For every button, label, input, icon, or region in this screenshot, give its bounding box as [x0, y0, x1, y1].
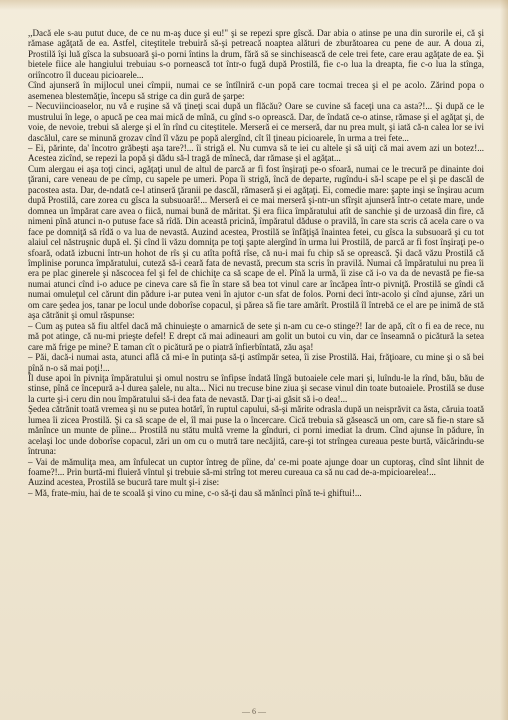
paragraph: – Cum aş putea să fiu altfel dacă mă chinuieşte o amarnică de sete şi n-am cu ce-o stinge?! Iar de apă, cît o fi ea de rece, nu mă pot atinge, că nu-mi prieşte defel! E drept că mai adineauri am golit un butoi cu vin, dar ce înseamnă o picătură la setea care mă frige pe mine? E taman cît o picătură pe o piatră înfierbîntată, zău aşa! — [28, 320, 484, 352]
page-number: — 6 — — [242, 707, 266, 716]
paragraph: ,,Dacă ele s-au putut duce, de ce nu m-aş duce şi eu!" şi se repezi spre gîscă. Dar abia o atinse pe una din surorile ei, că şi rămase agăţată de ea. Astfel, citeştitele trebuiră să-şi petreacă noaptea alături de zburătoarea cu pene de aur. A doua zi, Prostilă îşi luă gîsca la subsuoară şi-o porni întins la drum, fără să se sinchisească de cele trei fete, care erau agăţate de ea. Şi bietele fiice ale hangiului trebuiau s-o pornească tot într-o fugă după Prostilă, fie c-o lua la dreapta, fie c-o lua la stînga, oriîncotro îl duceau picioarele... — [28, 28, 484, 80]
paragraph: – Ei, părinte, da' încotro grăbeşti aşa tare?!... îi strigă el. Nu cumva să te iei cu altele şi să uiţi că mai avem azi un botez!... Acestea zicînd, se repezi la popă şi dădu să-l tragă de mînecă, dar rămase şi el agăţat... — [28, 142, 484, 164]
paragraph: – Păi, dacă-i numai asta, atunci află că mi-e în putinţa să-ţi astîmpăr setea, îi zise Prostilă. Hai, frăţioare, cu mine şi o să bei pînă n-o să mai poţi!... — [28, 352, 484, 373]
page-edge-stain-right — [500, 0, 508, 720]
paragraph: Cum alergau ei aşa toţi cinci, agăţaţi unul de altul de parcă ar fi fost înşiraţi pe-o sfoară, numai ce le trecură pe dinainte doi ţărani, care veneau de pe cîmp, cu sapele pe umeri. Popa îi strigă, încă de departe, rugîndu-i să-l scape pe el şi pe dascăl de pacostea asta. Dar, de-ndată ce-l atinseră ţăranii pe dascăl, rămaseră şi ei agăţaţi. Ei, comedie mare: şapte inşi se înşirau acum după Prostilă, care zorea cu gîsca la subsuoară!... Merseră ei ce mai merseră şi-ntr-un sfîrşit ajunseră într-o cetate mare, unde domnea un împărat care avea o fiică, numai bună de măritat. Şi era fiica împăratului atît de sanchie şi de urzoasă din fire, că nimeni pînă atunci n-o putuse face să rîdă. Din această pricină, împăratul dăduse o pravilă, în care sta scris că acela care o va face pe domniţă să rîdă o va lua de nevastă. Auzind acestea, Prostilă se înfăţişă înaintea fetei, cu gîsca la subsuoară şi cu tot alaiul cel năstruşnic după el. Şi cînd îi văzu domniţa pe toţi şapte alergînd în urma lui Prostilă, de parcă ar fi fost înşiraţi pe-o sfoară, odată izbucni într-un hohot de rîs şi cu atîta poftă rîse, că nu-i mai fu chip să se oprească. Şi dacă văzu Prostilă că împlinise porunca împăratului, cuteză să-i ceară fata de nevastă, precum sta scris în pravilă. Numai că împăratului nu prea îi era pe plac ginerele şi născocea fel şi fel de chichiţe ca să scape de el. Pînă la urmă, îi zise că i-o va da de nevastă pe fie-sa numai atunci cînd i-o aduce pe cineva care să fie în stare să bea tot vinul care ar încăpea într-o pivniţă. Prostilă se gîndi că numai omuleţul cel cărunt din pădure i-ar putea veni în ajutor c-un sfat de folos. Porni deci într-acolo şi cînd ajunse, zări un om care şedea jos, tanar pe locul unde doborîse copacul, şi părea să fie tare amărît. Prostilă îl întrebă ce el are pe inimă de stă aşa cătrănit şi omul răspunse: — [28, 163, 484, 321]
paragraph: – Mă, frate-miu, hai de te scoală şi vino cu mine, c-o să-ţi dau să mănînci pînă te-i ghiftui!... — [28, 487, 362, 498]
paragraph: Îl duse apoi în pivniţa împăratului şi omul nostru se înfipse îndată lîngă butoaiele cele mari şi, luîndu-le la rînd, bău, bău de stinse, pînă ce începură a-l durea şalele, nu alta... Nici nu trecuse bine ziua şi secase vinul din toate butoaiele. Prostilă se duse la curte şi-i ceru din nou împăratului să-i dea fata de nevastă. Dar ţi-ai găsit să i-o dea!... — [28, 372, 484, 404]
paragraph: – Necuviincioaselor, nu vă e ruşine să vă ţineţi scai după un flăcău? Oare se cuvine să faceţi una ca asta?!... Şi după ce le mustrului în lege, o apucă pe cea mai mică de mînă, cu gînd s-o oprească. Dar, de îndată ce-o atinse, rămase şi el agăţat şi, de voie, de nevoie, trebui să alerge şi el în rînd cu citeştitele. Merseră ei ce merseră, dar nu prea mult, şi iată că-n calea lor se ivi dascălul, care se minună grozav cînd îl văzu pe popă alergînd, cît îl ţineau picioarele, în urma a trei fete... — [28, 101, 484, 143]
page-edge-stain — [0, 0, 508, 10]
paragraph: – Vai de mămuliţa mea, am înfulecat un cuptor întreg de pîine, da' ce-mi poate ajunge doar un cuptoraş, cînd sînt lihnit de foame?!... Prin burtă-mi fluieră vîntul şi trebuie să-mi strîng tot mereu cureaua ca să nu cad de-a-mpicioarelea!... — [28, 456, 484, 478]
paragraph: Şedea cătrănit toată vremea şi nu se putea hotărî, în ruptul capului, să-şi mărite odrasla după un neisprăvit ca ăsta, căruia toată lumea îi zicea Prostilă. Şi ca să scape de el, îl mai puse la o încercare. Cică trebuia să găsească un om, care să fie-n stare să mănînce un munte de pîine... Prostilă nu stătu multă vreme la gînduri, ci porni imediat la drum. Cînd ajunse în pădure, în acelaşi loc unde doborîse copacul, zări un om cu o mutră tare necăjită, care-şi tot strîngea cureaua peste burtă, văicărindu-se întruna: — [28, 404, 484, 457]
paragraph: Cînd ajunseră în mijlocul unei cîmpii, numai ce se întîlniră c-un popă care tocmai trecea şi el pe acolo. Zărind popa o asemenea blestemăţie, începu să strige ca din gură de şarpe: — [28, 80, 484, 101]
paragraph: Auzind acestea, Prostilă se bucură tare mult şi-i zise: — [28, 477, 220, 488]
story-text — [28, 28, 484, 498]
